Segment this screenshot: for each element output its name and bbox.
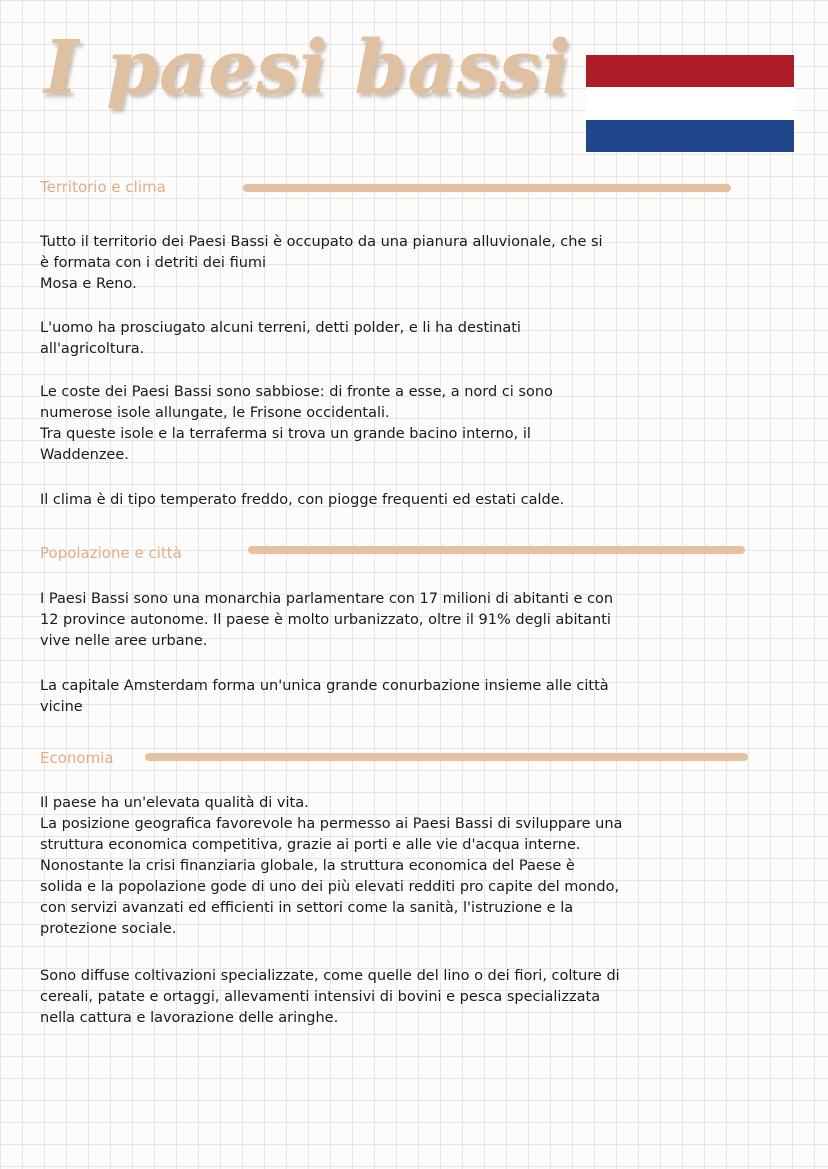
section-divider bbox=[248, 546, 745, 554]
paragraph-economia: Il paese ha un'elevata qualità di vita. La posizione geografica favorevole ha permesso ai Paesi Bassi di sviluppare una struttura economica competitiva, grazie ai porti e alle vie d'acqua interne. Nonostante la crisi finanziaria globale, la struttura economica del Paese è solida e la popolazione gode di uno dei più elevati redditi pro capite del mondo, con servizi avanzati ed efficienti in settori come la sanità, l'istruzione e la protezione sociale. bbox=[40, 795, 623, 937]
flag-stripe-white bbox=[586, 87, 794, 119]
flag-stripe-blue bbox=[586, 120, 794, 152]
paragraph-coste: Le coste dei Paesi Bassi sono sabbiose: di fronte a esse, a nord ci sono numerose isole allungate, le Frisone occidentali. Tra queste isole e la terraferma si trova un grande bacino interno, il Waddenzee. bbox=[40, 384, 553, 463]
section-divider bbox=[243, 184, 731, 192]
section-heading-economia: Economia bbox=[40, 749, 114, 767]
section-heading-territorio: Territorio e clima bbox=[40, 178, 166, 196]
paragraph-capitale: La capitale Amsterdam forma un'unica grande conurbazione insieme alle città vicine bbox=[40, 678, 609, 715]
paragraph-popolazione: I Paesi Bassi sono una monarchia parlamentare con 17 milioni di abitanti e con 12 province autonome. Il paese è molto urbanizzato, oltre il 91% degli abitanti vive nelle aree urbane. bbox=[40, 591, 614, 649]
paragraph-polder: L'uomo ha prosciugato alcuni terreni, detti polder, e li ha destinati all'agricoltura. bbox=[40, 320, 521, 357]
paragraph-clima: Il clima è di tipo temperato freddo, con piogge frequenti ed estati calde. bbox=[40, 492, 565, 508]
paragraph-coltivazioni: Sono diffuse coltivazioni specializzate, come quelle del lino o dei fiori, colture di cereali, patate e ortaggi, allevamenti intensivi di bovini e pesca specializzata nella cattura e lavorazione delle aringhe. bbox=[40, 968, 620, 1026]
section-heading-popolazione: Popolazione e città bbox=[40, 544, 182, 562]
netherlands-flag-icon bbox=[586, 55, 794, 152]
section-divider bbox=[145, 753, 748, 761]
page-title: I paesi bassi bbox=[44, 25, 571, 111]
flag-stripe-red bbox=[586, 55, 794, 87]
paragraph-territorio: Tutto il territorio dei Paesi Bassi è occupato da una pianura alluvionale, che si è formata con i detriti dei fiumi Mosa e Reno. bbox=[40, 234, 603, 292]
